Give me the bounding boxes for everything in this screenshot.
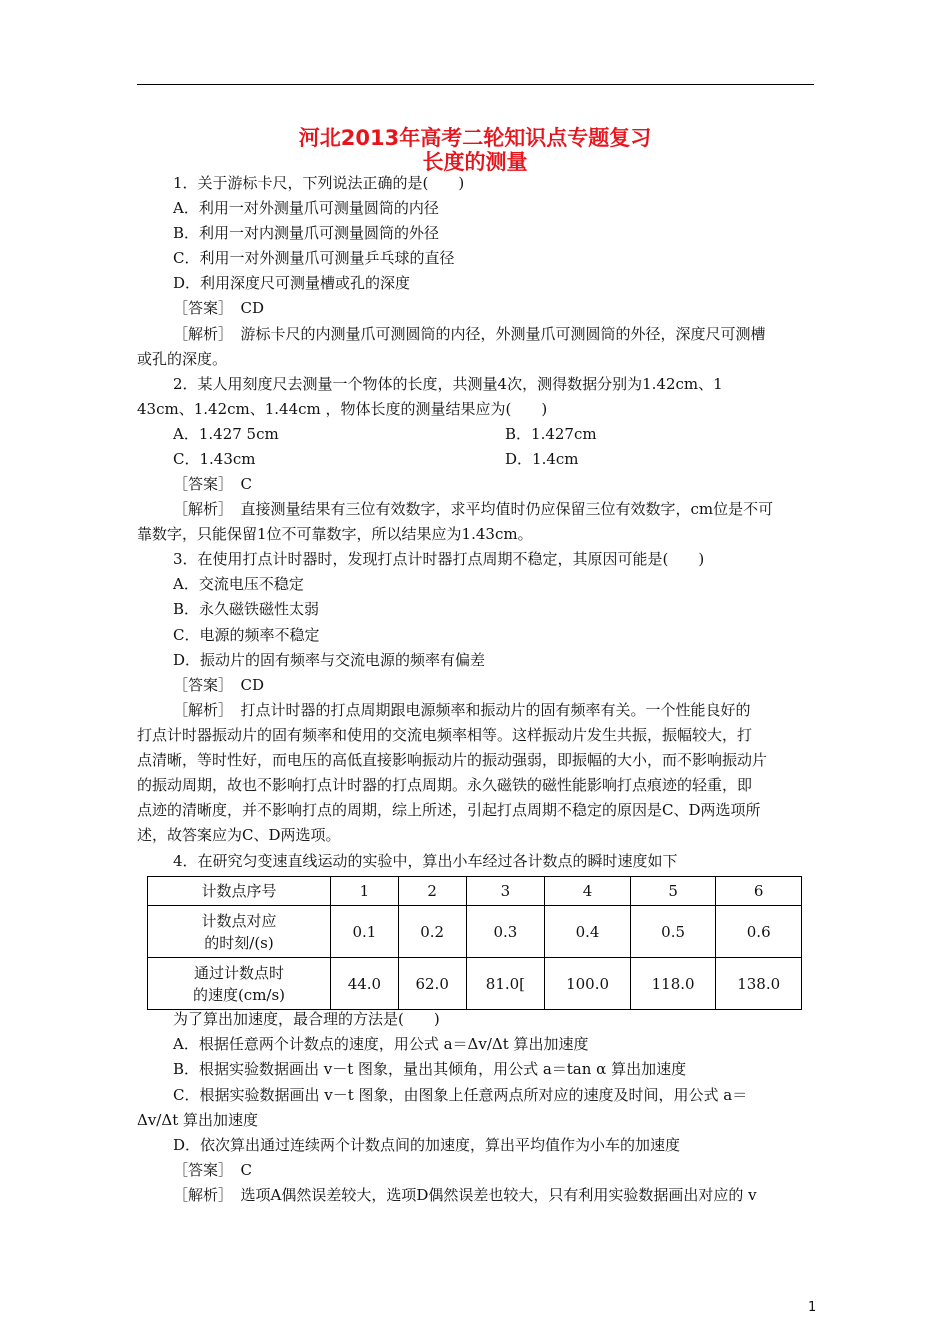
table-row <box>148 877 802 906</box>
q1-stem: 1．关于游标卡尺，下列说法正确的是( ) <box>173 174 465 192</box>
q4-option-c: C．根据实验数据画出 v－t 图象，由图象上任意两点所对应的速度及时间，用公式 a＝ <box>173 1086 748 1104</box>
q3-analysis-cont: 述，故答案应为C、D两选项。 <box>137 826 341 844</box>
table-cell: 0.2 <box>398 906 466 958</box>
table-header-line: 的时刻/(s) <box>204 933 274 952</box>
q2-answer: ［答案］ C <box>173 475 252 493</box>
table-cell: 0.6 <box>716 906 802 958</box>
q1-analysis-cont: 或孔的深度。 <box>137 350 228 368</box>
q1-option-b: B．利用一对内测量爪可测量圆筒的外径 <box>173 224 440 242</box>
q3-analysis-cont: 打点计时器振动片的固有频率和使用的交流电频率相等。这样振动片发生共振，振幅较大，打 <box>137 726 753 744</box>
q3-analysis-cont: 的振动周期，故也不影响打点计时器的打点周期。永久磁铁的磁性能影响打点痕迹的轻重，即 <box>137 776 753 794</box>
q4-option-b: B．根据实验数据画出 v－t 图象，量出其倾角，用公式 a＝tan α 算出加速度 <box>173 1060 687 1078</box>
header-rule <box>137 84 814 85</box>
q2-analysis: ［解析］ 直接测量结果有三位有效数字，求平均值时仍应保留三位有效数字，cm位是不可 <box>173 500 774 518</box>
q2-option-b: B．1.427cm <box>505 425 597 443</box>
table-header-cell <box>148 906 331 958</box>
table-cell: 0.4 <box>545 906 631 958</box>
table-cell: 0.3 <box>466 906 545 958</box>
table-cell: 1 <box>331 877 399 906</box>
q3-option-a: A．交流电压不稳定 <box>173 575 304 593</box>
table-cell: 138.0 <box>716 958 802 1010</box>
q3-analysis-cont: 点迹的清晰度，并不影响打点的周期，综上所述，引起打点周期不稳定的原因是C、D两选项所 <box>137 801 761 819</box>
q2-analysis-cont: 靠数字，只能保留1位不可靠数字，所以结果应为1.43cm。 <box>137 525 533 543</box>
table-cell: 3 <box>466 877 545 906</box>
q1-option-c: C．利用一对外测量爪可测量乒乓球的直径 <box>173 249 455 267</box>
table-cell: 6 <box>716 877 802 906</box>
q1-option-d: D．利用深度尺可测量槽或孔的深度 <box>173 274 411 292</box>
table-cell: 100.0 <box>545 958 631 1010</box>
table-header-cell <box>148 958 331 1010</box>
table-header-line: 计数点对应 <box>201 911 277 930</box>
q2-option-c: C．1.43cm <box>173 450 256 468</box>
table-cell: 0.5 <box>630 906 716 958</box>
table-cell: 5 <box>630 877 716 906</box>
table-cell: 62.0 <box>398 958 466 1010</box>
q1-analysis: ［解析］ 游标卡尺的内测量爪可测圆筒的内径，外测量爪可测圆筒的外径，深度尺可测槽 <box>173 325 766 343</box>
q2-stem-cont: 43cm、1.42cm、1.44cm ，物体长度的测量结果应为( ) <box>137 400 548 418</box>
q4-option-d: D．依次算出通过连续两个计数点间的加速度，算出平均值作为小车的加速度 <box>173 1136 681 1154</box>
table-header-line: 通过计数点时 <box>193 963 284 982</box>
table-header-line: 的速度(cm/s) <box>192 985 286 1004</box>
data-table <box>147 876 802 1010</box>
q1-option-a: A．利用一对外测量爪可测量圆筒的内径 <box>173 199 439 217</box>
q4-option-a: A．根据任意两个计数点的速度，用公式 a＝Δv/Δt 算出加速度 <box>173 1035 589 1053</box>
q4-answer: ［答案］ C <box>173 1161 252 1179</box>
table-cell: 44.0 <box>331 958 399 1010</box>
q4-analysis: ［解析］ 选项A偶然误差较大，选项D偶然误差也较大，只有利用实验数据画出对应的 v <box>173 1186 757 1204</box>
q3-option-d: D．振动片的固有频率与交流电源的频率有偏差 <box>173 651 486 669</box>
q3-stem: 3．在使用打点计时器时，发现打点计时器打点周期不稳定，其原因可能是( ) <box>173 550 705 568</box>
table-row <box>148 906 802 958</box>
q4-prompt: 为了算出加速度，最合理的方法是( ) <box>173 1010 440 1028</box>
table-cell: 2 <box>398 877 466 906</box>
table-row <box>148 958 802 1010</box>
page-subtitle: 长度的测量 <box>422 150 528 174</box>
table-cell: 0.1 <box>331 906 399 958</box>
q4-stem: 4．在研究匀变速直线运动的实验中，算出小车经过各计数点的瞬时速度如下 <box>173 852 678 870</box>
q2-option-d: D．1.4cm <box>505 450 579 468</box>
table-cell: 81.0[ <box>466 958 545 1010</box>
q2-option-a: A．1.427 5cm <box>173 425 279 443</box>
q3-option-b: B．永久磁铁磁性太弱 <box>173 600 320 618</box>
q2-stem: 2．某人用刻度尺去测量一个物体的长度，共测量4次，测得数据分别为1.42cm、1 <box>173 375 723 393</box>
q3-analysis: ［解析］ 打点计时器的打点周期跟电源频率和振动片的固有频率有关。一个性能良好的 <box>173 701 751 719</box>
q1-answer: ［答案］ CD <box>173 299 265 317</box>
page-number: 1 <box>808 1300 817 1315</box>
q3-option-c: C．电源的频率不稳定 <box>173 626 320 644</box>
page-title: 河北2013年高考二轮知识点专题复习 <box>298 126 652 150</box>
table-header-cell: 计数点序号 <box>148 877 331 906</box>
q3-answer: ［答案］ CD <box>173 676 265 694</box>
q3-analysis-cont: 点清晰，等时性好，而电压的高低直接影响振动片的振动强弱，即振幅的大小，而不影响振动片 <box>137 751 768 769</box>
table-cell: 118.0 <box>630 958 716 1010</box>
q4-option-c-cont: Δv/Δt 算出加速度 <box>137 1111 258 1129</box>
table-cell: 4 <box>545 877 631 906</box>
